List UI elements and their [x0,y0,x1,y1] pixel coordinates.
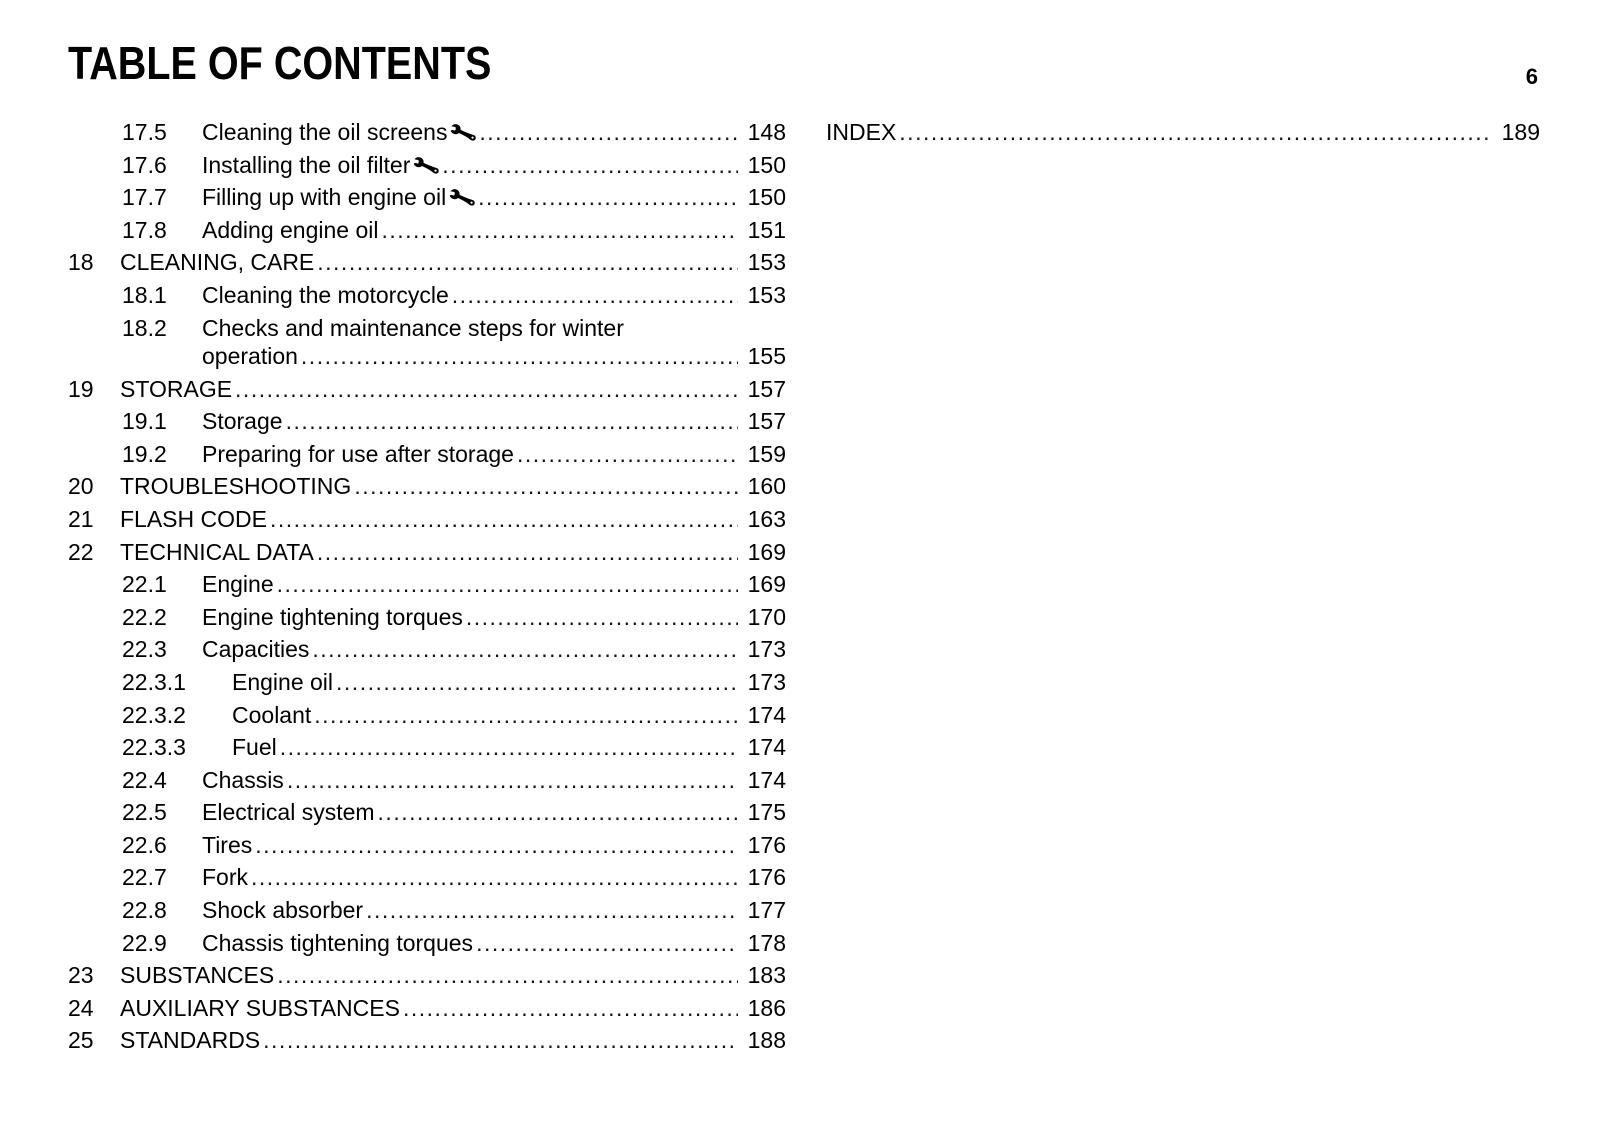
dot-leader [479,116,738,149]
entry-content [202,214,786,247]
toc-entry[interactable] [68,601,786,634]
entry-title: Engine oil [232,668,334,695]
entry-content [120,536,786,569]
entry-title: STANDARDS [120,1027,261,1054]
entry-title: Chassis tightening torques [202,929,474,956]
page-reference: 176 [747,864,786,891]
entry-title: Chassis [202,766,284,793]
dot-leader [255,829,738,862]
entry-title: Tires [202,831,253,858]
entry-title: Installing the oil filter [202,151,411,178]
entry-title: Coolant [232,701,312,728]
entry-content [120,959,786,992]
entry-title: Engine tightening torques [202,603,463,630]
page-reference: 186 [747,994,786,1021]
section-number: 22.7 [122,864,167,891]
page-reference: 177 [747,897,786,924]
entry-title: Adding engine oil [202,216,379,243]
page-reference: 160 [747,473,786,500]
entry-title: Preparing for use after storage [202,440,514,467]
entry-title: Engine [202,571,274,598]
toc-entry[interactable] [68,438,786,471]
page-reference: 157 [747,408,786,435]
dot-leader [317,536,738,569]
toc-left-column [68,116,786,1057]
entry-content [202,181,786,216]
entry-content [120,246,786,279]
entry-title: SUBSTANCES [120,962,275,989]
toc-entry[interactable] [68,1024,786,1057]
entry-content [202,116,786,151]
page-reference: 153 [747,281,786,308]
page-number: 6 [1525,64,1538,89]
dot-leader [466,601,738,634]
entry-title: STORAGE [120,375,233,402]
toc-entry[interactable] [68,279,786,312]
page-reference: 174 [747,701,786,728]
section-number: 22 [68,538,94,565]
section-number: 22.5 [122,799,167,826]
toc-entry[interactable] [68,666,786,699]
section-number: 21 [68,505,94,532]
section-number: 22.2 [122,603,167,630]
section-number: 22.3 [122,636,167,663]
toc-entry[interactable] [68,829,786,862]
toc-entry[interactable] [68,927,786,960]
toc-entry[interactable] [68,764,786,797]
page-reference: 157 [747,375,786,402]
section-number: 22.3.3 [122,734,186,761]
dot-leader [403,992,738,1025]
section-number: 20 [68,473,94,500]
entry-title: Filling up with engine oil [202,184,447,211]
toc-entry[interactable] [68,470,786,503]
page-title: TABLE OF CONTENTS [68,37,492,89]
toc-entry[interactable] [68,116,786,149]
section-number: 17.8 [122,216,167,243]
section-number: 19.1 [122,408,167,435]
page-reference: 151 [747,216,786,243]
entry-content [202,568,786,601]
entry-content [232,666,786,699]
entry-content [120,503,786,536]
toc-entry[interactable] [68,992,786,1025]
section-number: 17.6 [122,151,167,178]
toc-entry[interactable] [68,214,786,247]
toc-entry[interactable] [68,503,786,536]
toc-entry[interactable] [68,894,786,927]
page-reference: 155 [747,343,786,370]
section-number: 25 [68,1027,94,1054]
section-number: 22.4 [122,766,167,793]
toc-entry[interactable] [68,959,786,992]
section-number: 19.2 [122,440,167,467]
page-reference: 174 [747,734,786,761]
toc-entry[interactable] [68,568,786,601]
entry-title: FLASH CODE [120,505,267,532]
entry-content [120,373,786,406]
section-number: 17.7 [122,184,167,211]
dot-leader [354,470,738,503]
toc-entry[interactable] [68,312,786,373]
section-number: 24 [68,994,94,1021]
entry-content [202,340,786,373]
entry-content [202,438,786,471]
entry-content [202,796,786,829]
entry-content [202,633,786,666]
dot-leader [312,633,738,666]
dot-leader [378,796,738,829]
toc-entry[interactable] [68,796,786,829]
entry-title: TROUBLESHOOTING [120,473,352,500]
section-number: 22.3.1 [122,668,186,695]
entry-title: CLEANING, CARE [120,249,315,276]
entry-title: INDEX [826,119,897,145]
dot-leader [277,959,738,992]
toc-entry[interactable] [826,116,1540,149]
section-number: 22.9 [122,929,167,956]
section-number: 18.1 [122,281,167,308]
section-number: 18.2 [122,314,167,341]
entry-content [826,116,1540,149]
dot-leader [478,181,738,214]
entry-title: Cleaning the oil screens [202,119,448,145]
dot-leader [442,149,738,182]
dot-leader [287,764,738,797]
page-reference: 188 [747,1027,786,1054]
page-reference: 173 [747,668,786,695]
entry-title: AUXILIARY SUBSTANCES [120,994,400,1021]
entry-content [202,149,786,184]
section-number: 22.3.2 [122,701,186,728]
page-reference: 170 [747,603,786,630]
wrench-icon: 🔧 [448,119,480,149]
page-reference: 173 [747,636,786,663]
page-reference: 150 [747,151,786,178]
entry-title: Electrical system [202,799,375,826]
dot-leader [517,438,738,471]
dot-leader [317,246,738,279]
wrench-icon: 🔧 [447,184,479,214]
toc-entry[interactable] [68,181,786,214]
toc-entry[interactable] [68,633,786,666]
toc-entry[interactable] [68,373,786,406]
dot-leader [314,699,738,732]
toc-entry[interactable] [68,731,786,764]
entry-title: Storage [202,408,283,435]
page-reference: 163 [747,505,786,532]
entry-content [202,829,786,862]
entry-content [202,601,786,634]
entry-content [202,927,786,960]
section-number: 22.8 [122,897,167,924]
page-reference: 176 [747,831,786,858]
wrench-icon: 🔧 [411,152,443,182]
entry-content [202,279,786,312]
dot-leader [280,731,738,764]
dot-leader [286,405,738,438]
toc-entry[interactable] [68,149,786,182]
toc-entry[interactable] [68,861,786,894]
dot-leader [277,568,738,601]
page-reference: 153 [747,249,786,276]
section-number: 19 [68,375,94,402]
dot-leader [235,373,738,406]
toc-entry[interactable] [68,405,786,438]
section-number: 22.6 [122,831,167,858]
page-reference: 183 [747,962,786,989]
toc-entry[interactable] [68,536,786,569]
page-reference: 169 [747,571,786,598]
dot-leader [452,279,738,312]
entry-content [202,894,786,927]
entry-content [120,470,786,503]
page-reference: 148 [747,119,786,145]
dot-leader [381,214,738,247]
page-reference: 189 [1501,119,1540,145]
dot-leader [251,861,738,894]
dot-leader [899,116,1492,149]
toc-entry[interactable] [68,246,786,279]
toc-right-column [826,116,1540,149]
section-number: 17.5 [122,119,167,145]
entry-title: TECHNICAL DATA [120,538,314,565]
entry-content [202,405,786,438]
entry-title-line: Checks and maintenance steps for winter [202,314,624,341]
section-number: 22.1 [122,571,167,598]
dot-leader [336,666,738,699]
entry-content [202,764,786,797]
page-reference: 174 [747,766,786,793]
entry-content [120,992,786,1025]
entry-content [232,731,786,764]
page-reference: 150 [747,184,786,211]
page-reference: 178 [747,929,786,956]
entry-title: Shock absorber [202,897,364,924]
entry-title: Capacities [202,636,310,663]
dot-leader [301,340,738,373]
entry-content [202,861,786,894]
entry-content [232,699,786,732]
page-reference: 159 [747,440,786,467]
entry-content [120,1024,786,1057]
section-number: 23 [68,962,94,989]
toc-entry[interactable] [68,699,786,732]
entry-title: Fork [202,864,248,891]
entry-title: Fuel [232,734,277,761]
dot-leader [263,1024,738,1057]
page-reference: 175 [747,799,786,826]
entry-title: operation [202,343,298,370]
page-reference: 169 [747,538,786,565]
entry-title: Cleaning the motorcycle [202,281,449,308]
section-number: 18 [68,249,94,276]
dot-leader [476,927,738,960]
dot-leader [270,503,738,536]
dot-leader [366,894,738,927]
